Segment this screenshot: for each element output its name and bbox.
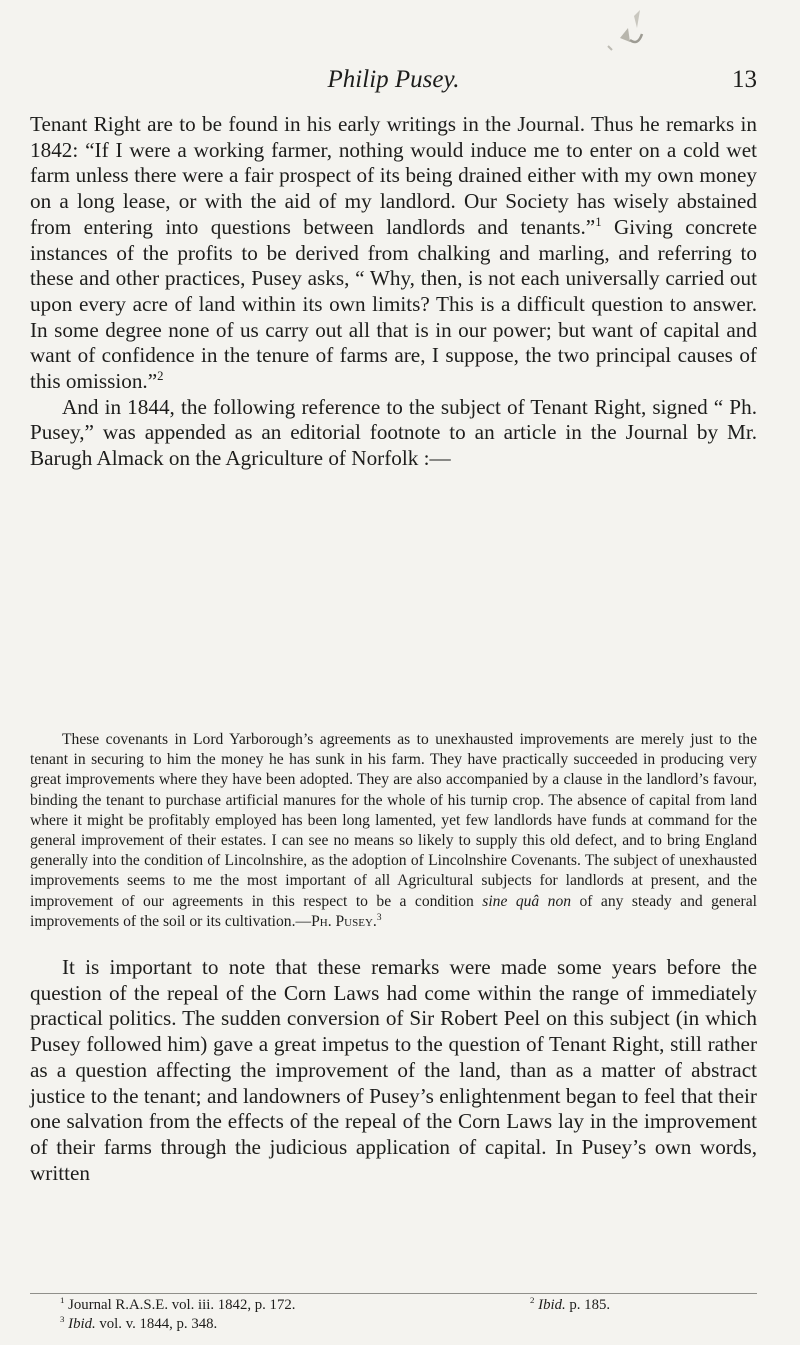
paragraph-text: Tenant Right are to be found in his early writings in the Journal. Thus he remarks in 1842: “If I were a working farmer, nothing would induce me to enter on a cold wet farm unless there were a fair prospect of its being drained either with my own money on a long lease, or with the aid of my landlord. Our Society has wisely abstained from entering into questions between landlords and tenants.” bbox=[30, 112, 757, 239]
footnote-number: 3 bbox=[60, 1314, 65, 1325]
running-title: Philip Pusey. bbox=[327, 66, 460, 93]
main-text bbox=[30, 112, 757, 472]
quote-text: These covenants in Lord Yarborough’s agreements as to unexhausted improvements are merely just to the tenant in securing to him the money he has sunk in his farm. They have practically succeeded in producing very great improvements where they have been adopted. They are also accompanied by a clause in the landlord’s favour, binding the tenant to purchase artificial manures for the whole of his turnip crop. The absence of capital from land where it might be profitably employed has been long lamented, yet few landlords have funds at command for the general improvement of their estates. I can see no means so likely to supply this old defect, and to bring England generally into the condition of Lincolnshire, as the adoption of Lincolnshire Covenants. The subject of unexhausted improvements seems to me the most important of all Agricultural subjects for landlords at present, and the improvement of our agreements in this respect to be a condition bbox=[30, 731, 757, 910]
footnote-text: vol. v. 1844, p. 348. bbox=[95, 1316, 218, 1332]
running-header bbox=[30, 66, 757, 100]
footnote-text: p. 185. bbox=[565, 1297, 611, 1313]
book-page bbox=[30, 0, 760, 1345]
paragraph bbox=[30, 112, 757, 395]
ink-mark-icon bbox=[590, 8, 650, 56]
footnote-ref: 3 bbox=[376, 912, 382, 923]
footnote bbox=[60, 1315, 217, 1334]
page-number: 13 bbox=[732, 66, 757, 93]
quote-text: of any steady and general improvements of the soil or its cultivation.— bbox=[30, 892, 758, 930]
footnote-number: 1 bbox=[60, 1295, 65, 1306]
footnote-divider bbox=[30, 1293, 757, 1294]
block-quote bbox=[30, 730, 757, 932]
paragraph: It is important to note that these remarks were made some years before the question of the repeal of the Corn Laws had come within the range of immediately practical politics. The sudden conversion of Sir Robert Peel on this subject (in which Pusey followed him) gave a great impetus to the question of Tenant Right, still rather as a question affecting the improvement of the land, than as a matter of abstract justice to the tenant; and landowners of Pusey’s enlightenment began to feel that their one salvation from the effects of the repeal of the Corn Laws lay in the improvement of their farms through the judicious application of capital. In Pusey’s own words, written bbox=[30, 955, 757, 1185]
footnote-number: 2 bbox=[530, 1295, 535, 1306]
footnotes bbox=[30, 1296, 757, 1334]
footnote-text: Journal R.A.S.E. vol. iii. 1842, p. 172. bbox=[68, 1297, 296, 1313]
footnote-ref: 2 bbox=[157, 368, 164, 383]
footnote-row bbox=[30, 1315, 757, 1334]
footnote-row bbox=[30, 1296, 757, 1315]
paragraph: And in 1844, the following reference to the subject of Tenant Right, signed “ Ph. Pusey,” was appended as an editorial footnote to an article in the Journal by Mr. Barugh Almack on the Agriculture of Norfolk :— bbox=[30, 394, 757, 471]
footnote bbox=[530, 1296, 610, 1315]
footnote-ibid: Ibid. bbox=[538, 1297, 566, 1313]
footnote-ibid: Ibid. bbox=[68, 1316, 96, 1332]
footnote bbox=[60, 1296, 295, 1315]
paragraph-text: Giving concrete instances of the profits to be derived from chalking and marling, and referring to these and other practices, Pusey asks, “ Why, then, is not each universally carried out upon every acre of land within its own limits? This is a difficult question to answer. In some degree none of us carry out all that is in our power; but want of capital and want of confidence in the tenure of farms are, I suppose, the two principal causes of this omission.” bbox=[30, 214, 757, 394]
footnote-ref: 1 bbox=[595, 214, 602, 229]
latin-phrase: sine quâ non bbox=[482, 892, 572, 910]
signature: Ph. Pusey. bbox=[311, 912, 377, 930]
